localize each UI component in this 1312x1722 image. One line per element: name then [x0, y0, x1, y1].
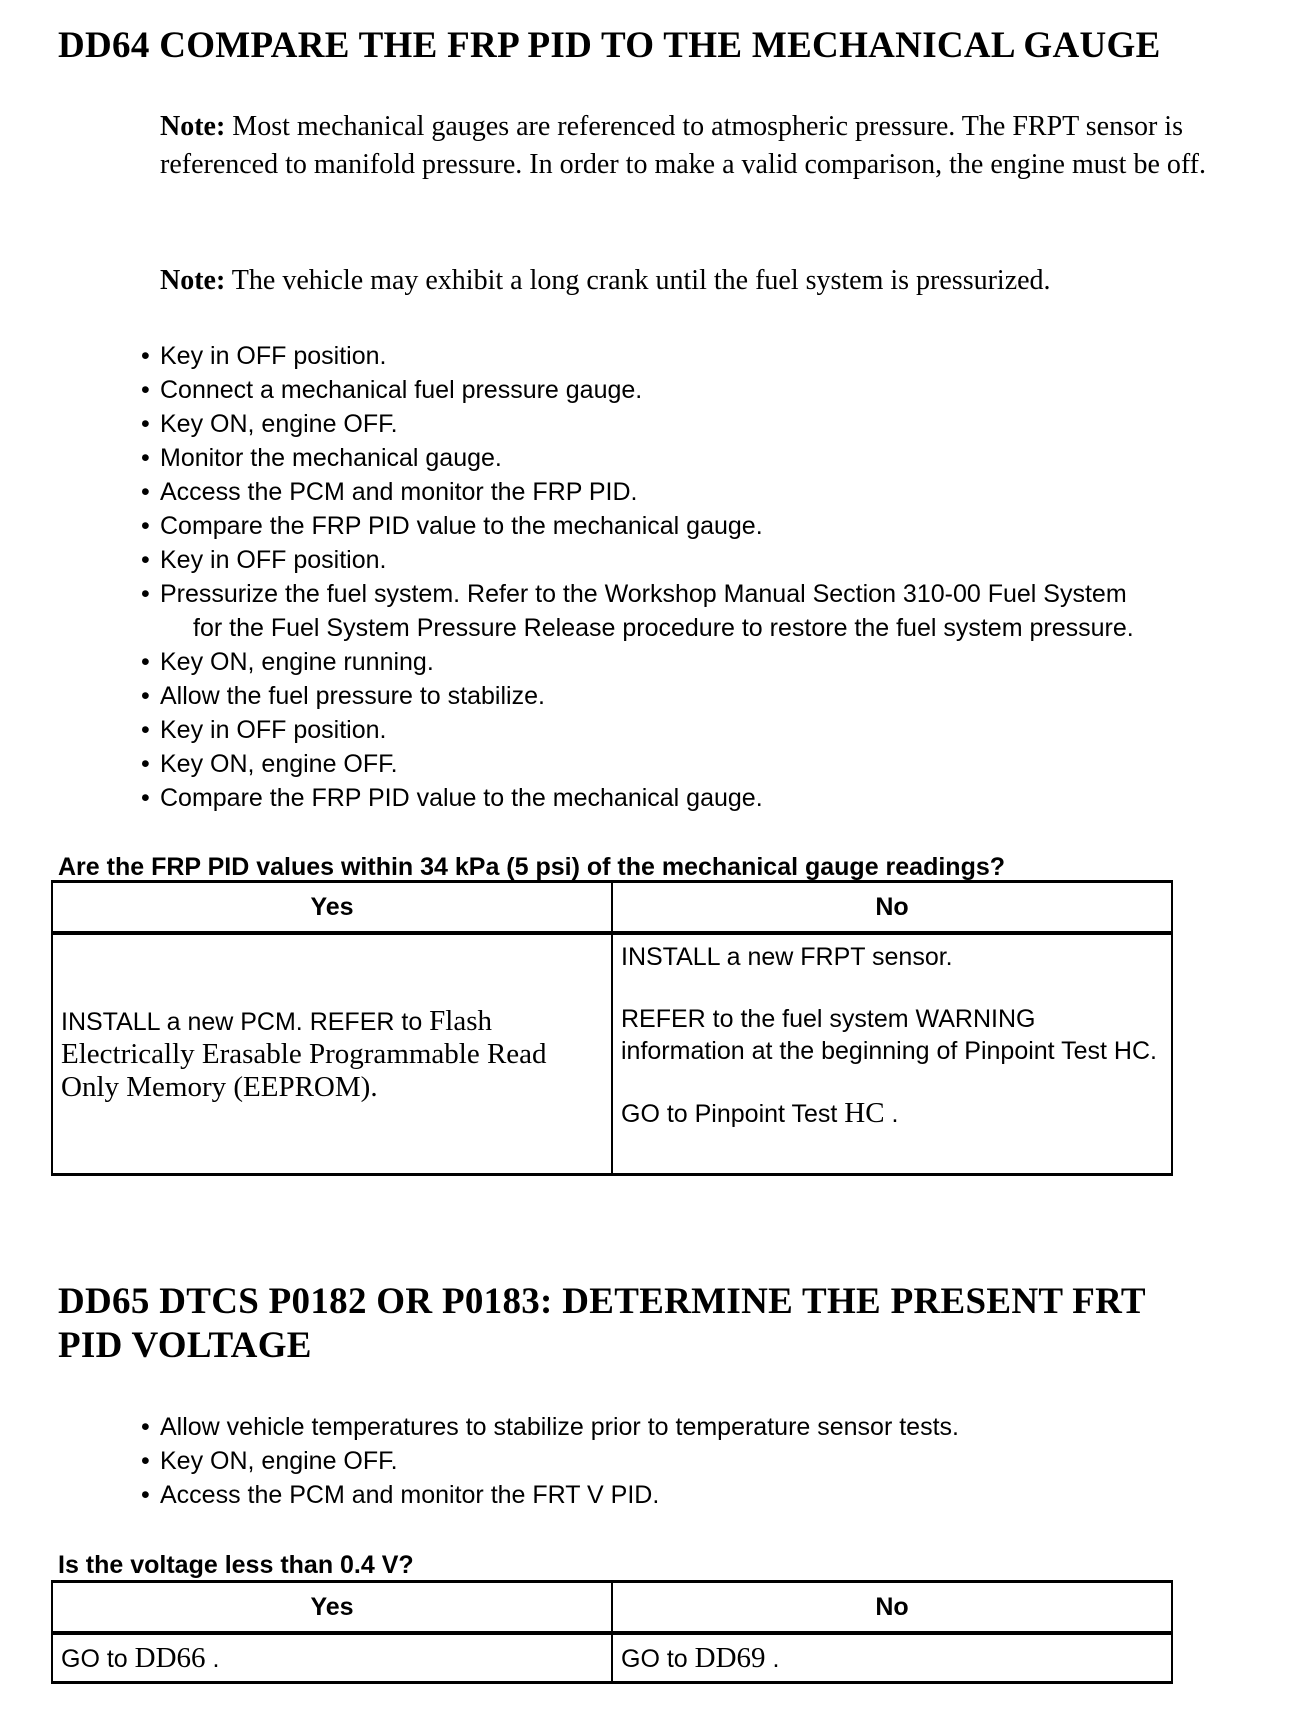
table-header-row [52, 882, 1172, 934]
title-line: PID VOLTAGE [58, 1325, 312, 1366]
list-item: • Access the PCM and monitor the FRP PID. [141, 478, 638, 506]
table-row [52, 1633, 1172, 1683]
section-title-dd65 [58, 1280, 1146, 1368]
step-text: Access the PCM and monitor the FRT V PID. [160, 1481, 660, 1509]
period: . [205, 1644, 220, 1673]
dd65-decision-table [51, 1580, 1173, 1684]
step-text: Key in OFF position. [160, 716, 387, 744]
step-text: Pressurize the fuel system. Refer to the Workshop Manual Section 310-00 Fuel System [160, 580, 1127, 608]
list-item: • Connect a mechanical fuel pressure gauge. [141, 376, 643, 404]
dd69-link[interactable]: DD69 [694, 1641, 766, 1674]
no-cell [612, 1633, 1172, 1683]
step-text: Monitor the mechanical gauge. [160, 444, 502, 472]
note-atmospheric [160, 108, 1280, 184]
eeprom-link[interactable]: Flash Electrically Erasable Programmable Read Only Memory (EEPROM). [61, 1004, 547, 1103]
list-item: • Access the PCM and monitor the FRT V PID. [141, 1481, 660, 1509]
list-item: • Key in OFF position. [141, 342, 387, 370]
step-text: Access the PCM and monitor the FRP PID. [160, 478, 638, 506]
step-text: Key ON, engine running. [160, 648, 434, 676]
list-item: • Key ON, engine running. [141, 648, 434, 676]
dd65-question: Is the voltage less than 0.4 V? [58, 1551, 414, 1579]
table-header-row [52, 1582, 1172, 1634]
list-item: • Key ON, engine OFF. [141, 750, 398, 778]
step-text: Connect a mechanical fuel pressure gauge. [160, 376, 643, 404]
note-text: The vehicle may exhibit a long crank until the fuel system is pressurized. [225, 265, 1051, 296]
header-no: No [612, 882, 1172, 934]
no-cell [612, 933, 1172, 1175]
step-text: Compare the FRP PID value to the mechanical gauge. [160, 512, 763, 540]
period: . [884, 1100, 899, 1128]
step-text: Compare the FRP PID value to the mechanical gauge. [160, 784, 763, 812]
list-item: • Compare the FRP PID value to the mechanical gauge. [141, 512, 763, 540]
list-item: • Monitor the mechanical gauge. [141, 444, 502, 472]
no-action-install: INSTALL a new FRPT sensor. [621, 943, 953, 971]
step-text: Key in OFF position. [160, 546, 387, 574]
list-item: • Allow the fuel pressure to stabilize. [141, 682, 545, 710]
list-item: • Pressurize the fuel system. Refer to the Workshop Manual Section 310-00 Fuel System for the Fuel System Pressure Release procedure to restore the fuel system pressure. [141, 577, 1291, 645]
step-text: Key ON, engine OFF. [160, 750, 398, 778]
header-no: No [612, 1582, 1172, 1634]
step-text-continued: for the Fuel System Pressure Release procedure to restore the fuel system pressure. [193, 614, 1134, 642]
goto-text: GO to Pinpoint Test [621, 1100, 845, 1128]
note-long-crank [160, 262, 1280, 300]
note-text: Most mechanical gauges are referenced to atmospheric pressure. The FRPT sensor is referenced to manifold pressure. In order to make a valid comparison, the engine must be off. [160, 111, 1207, 180]
dd64-decision-table [51, 880, 1173, 1176]
list-item: • Key ON, engine OFF. [141, 410, 398, 438]
step-text: Key ON, engine OFF. [160, 1447, 398, 1475]
period: . [765, 1644, 780, 1673]
no-action-warning: REFER to the fuel system WARNING information at the beginning of Pinpoint Test HC. [621, 1005, 1157, 1065]
list-item: • Allow vehicle temperatures to stabilize prior to temperature sensor tests. [141, 1413, 959, 1441]
pinpoint-hc-link[interactable]: HC [844, 1097, 885, 1129]
note-label: Note: [160, 265, 226, 296]
step-text: Allow the fuel pressure to stabilize. [160, 682, 545, 710]
yes-cell [52, 1633, 612, 1683]
goto-text: GO to [621, 1644, 695, 1673]
table-row [52, 933, 1172, 1175]
section-title-dd64: DD64 COMPARE THE FRP PID TO THE MECHANICAL GAUGE [58, 25, 1161, 66]
header-yes: Yes [52, 882, 612, 934]
list-item: • Key in OFF position. [141, 716, 387, 744]
step-text: Allow vehicle temperatures to stabilize prior to temperature sensor tests. [160, 1413, 959, 1441]
header-yes: Yes [52, 1582, 612, 1634]
dd64-steps-list [141, 339, 1291, 815]
yes-action-text: INSTALL a new PCM. REFER to [61, 1007, 430, 1036]
step-text: Key ON, engine OFF. [160, 410, 398, 438]
dd65-steps-list [141, 1410, 1291, 1512]
dd66-link[interactable]: DD66 [134, 1641, 206, 1674]
dd64-question: Are the FRP PID values within 34 kPa (5 psi) of the mechanical gauge readings? [58, 853, 1006, 881]
step-text: Key in OFF position. [160, 342, 387, 370]
list-item: • Compare the FRP PID value to the mechanical gauge. [141, 784, 763, 812]
list-item: • Key ON, engine OFF. [141, 1447, 398, 1475]
list-item: • Key in OFF position. [141, 546, 387, 574]
title-line: DD65 DTCS P0182 OR P0183: DETERMINE THE PRESENT FRT [58, 1281, 1146, 1322]
yes-cell [52, 933, 612, 1175]
note-label: Note: [160, 111, 226, 142]
goto-text: GO to [61, 1644, 135, 1673]
